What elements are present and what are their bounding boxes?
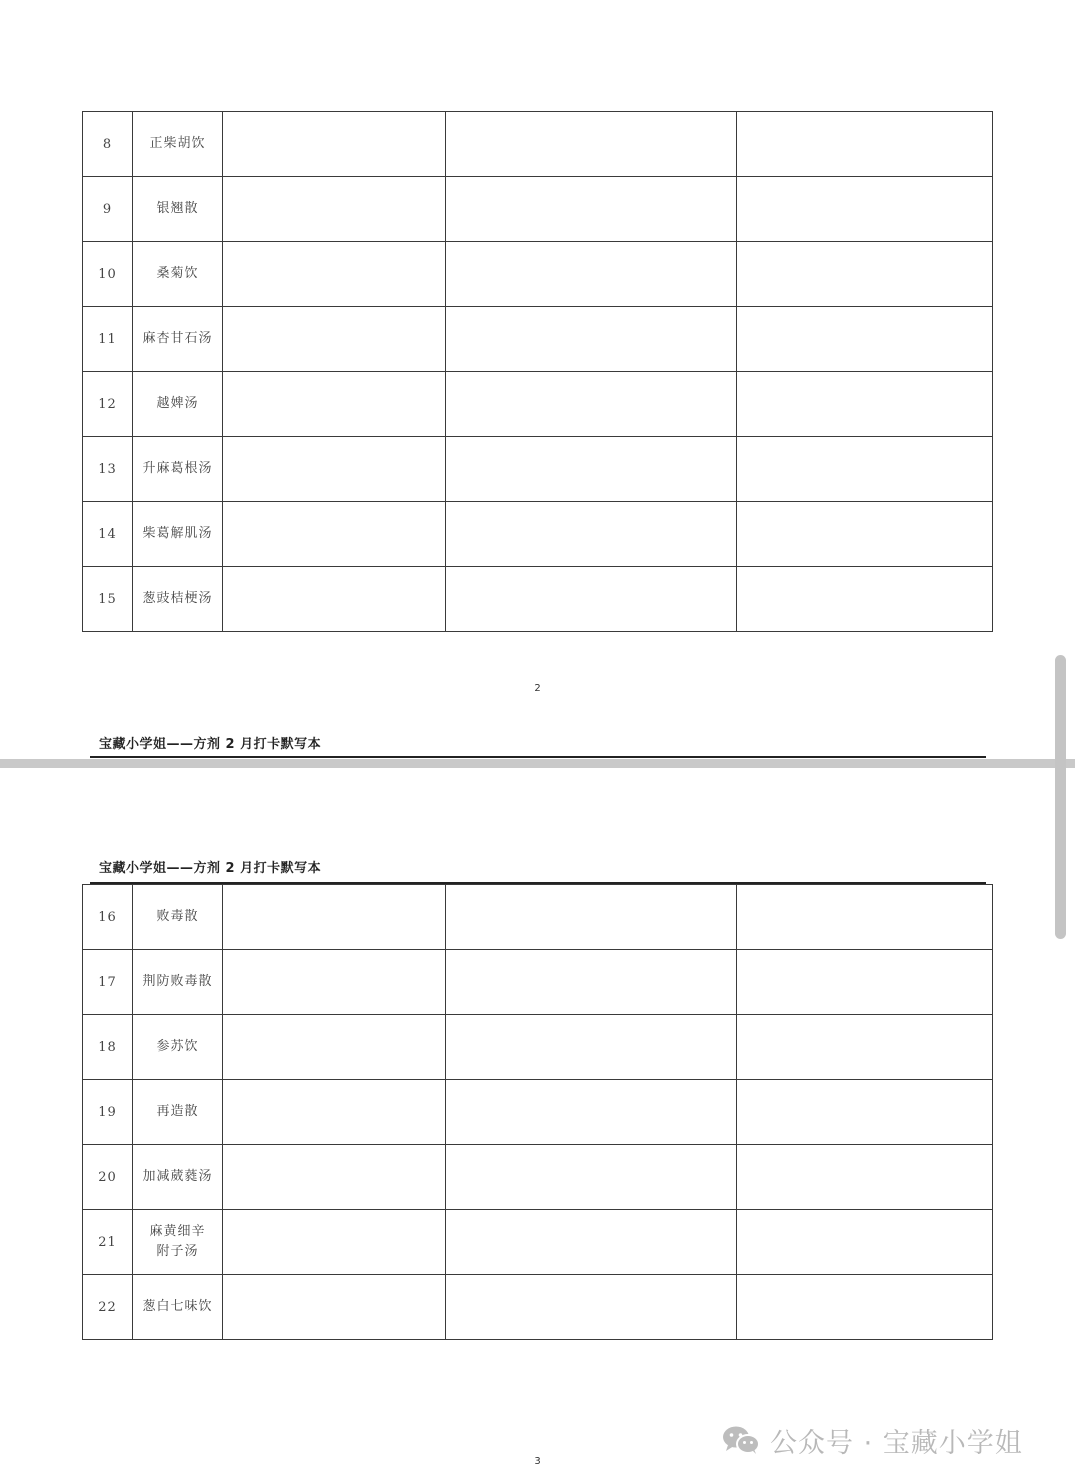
formula-name: 升麻葛根汤 bbox=[133, 437, 223, 502]
blank-cell-2 bbox=[446, 1145, 737, 1210]
table-row bbox=[83, 307, 993, 372]
blank-cell-1 bbox=[223, 242, 446, 307]
blank-cell-2 bbox=[446, 242, 737, 307]
blank-cell-3 bbox=[737, 502, 993, 567]
blank-cell-1 bbox=[223, 1080, 446, 1145]
blank-cell-2 bbox=[446, 112, 737, 177]
blank-cell-2 bbox=[446, 950, 737, 1015]
blank-cell-2 bbox=[446, 502, 737, 567]
row-number: 12 bbox=[83, 372, 133, 437]
blank-cell-3 bbox=[737, 885, 993, 950]
blank-cell-1 bbox=[223, 307, 446, 372]
blank-cell-2 bbox=[446, 307, 737, 372]
blank-cell-2 bbox=[446, 1015, 737, 1080]
blank-cell-3 bbox=[737, 1210, 993, 1275]
recitation-table-page-2 bbox=[82, 111, 993, 632]
document-page-3 bbox=[0, 768, 1075, 1481]
formula-name: 麻杏甘石汤 bbox=[133, 307, 223, 372]
table-row bbox=[83, 242, 993, 307]
blank-cell-3 bbox=[737, 567, 993, 632]
table-row bbox=[83, 567, 993, 632]
blank-cell-1 bbox=[223, 1145, 446, 1210]
blank-cell-1 bbox=[223, 502, 446, 567]
page-number: 3 bbox=[534, 1456, 541, 1467]
formula-name: 参苏饮 bbox=[133, 1015, 223, 1080]
blank-cell-1 bbox=[223, 885, 446, 950]
table-row bbox=[83, 112, 993, 177]
blank-cell-3 bbox=[737, 177, 993, 242]
blank-cell-3 bbox=[737, 112, 993, 177]
row-number: 9 bbox=[83, 177, 133, 242]
table-row bbox=[83, 950, 993, 1015]
formula-name: 越婢汤 bbox=[133, 372, 223, 437]
formula-name: 荆防败毒散 bbox=[133, 950, 223, 1015]
table-row bbox=[83, 437, 993, 502]
blank-cell-1 bbox=[223, 177, 446, 242]
page-separator bbox=[0, 759, 1075, 768]
blank-cell-3 bbox=[737, 950, 993, 1015]
vertical-scrollbar-thumb[interactable] bbox=[1055, 655, 1066, 939]
blank-cell-1 bbox=[223, 372, 446, 437]
running-header: 宝藏小学姐——方剂 2 月打卡默写本 bbox=[99, 737, 322, 752]
formula-name: 葱豉桔梗汤 bbox=[133, 567, 223, 632]
row-number: 18 bbox=[83, 1015, 133, 1080]
blank-cell-2 bbox=[446, 885, 737, 950]
blank-cell-2 bbox=[446, 1210, 737, 1275]
blank-cell-1 bbox=[223, 950, 446, 1015]
row-number: 10 bbox=[83, 242, 133, 307]
formula-name: 加减葳蕤汤 bbox=[133, 1145, 223, 1210]
row-number: 8 bbox=[83, 112, 133, 177]
recitation-table-page-3 bbox=[82, 884, 993, 1340]
row-number: 13 bbox=[83, 437, 133, 502]
watermark-text: 公众号 · 宝藏小学姐 bbox=[770, 1427, 1023, 1459]
row-number: 14 bbox=[83, 502, 133, 567]
blank-cell-1 bbox=[223, 1015, 446, 1080]
watermark bbox=[722, 1418, 1023, 1462]
table-body bbox=[83, 112, 993, 632]
row-number: 11 bbox=[83, 307, 133, 372]
blank-cell-3 bbox=[737, 437, 993, 502]
blank-cell-3 bbox=[737, 1080, 993, 1145]
blank-cell-2 bbox=[446, 567, 737, 632]
row-number: 17 bbox=[83, 950, 133, 1015]
formula-name: 柴葛解肌汤 bbox=[133, 502, 223, 567]
table-row bbox=[83, 1210, 993, 1275]
table-row bbox=[83, 1080, 993, 1145]
blank-cell-2 bbox=[446, 372, 737, 437]
header-rule bbox=[90, 756, 986, 758]
row-number: 22 bbox=[83, 1275, 133, 1340]
table-row bbox=[83, 1145, 993, 1210]
row-number: 15 bbox=[83, 567, 133, 632]
formula-name: 再造散 bbox=[133, 1080, 223, 1145]
blank-cell-3 bbox=[737, 242, 993, 307]
formula-name: 桑菊饮 bbox=[133, 242, 223, 307]
blank-cell-3 bbox=[737, 372, 993, 437]
page-number: 2 bbox=[534, 683, 541, 694]
blank-cell-2 bbox=[446, 1080, 737, 1145]
table-row bbox=[83, 885, 993, 950]
table-row bbox=[83, 502, 993, 567]
formula-name: 葱白七味饮 bbox=[133, 1275, 223, 1340]
formula-name: 败毒散 bbox=[133, 885, 223, 950]
blank-cell-2 bbox=[446, 177, 737, 242]
blank-cell-1 bbox=[223, 1210, 446, 1275]
blank-cell-1 bbox=[223, 1275, 446, 1340]
blank-cell-1 bbox=[223, 112, 446, 177]
row-number: 21 bbox=[83, 1210, 133, 1275]
table-row bbox=[83, 177, 993, 242]
formula-name: 银翘散 bbox=[133, 177, 223, 242]
row-number: 19 bbox=[83, 1080, 133, 1145]
blank-cell-3 bbox=[737, 307, 993, 372]
formula-name: 正柴胡饮 bbox=[133, 112, 223, 177]
row-number: 20 bbox=[83, 1145, 133, 1210]
blank-cell-3 bbox=[737, 1015, 993, 1080]
blank-cell-3 bbox=[737, 1275, 993, 1340]
running-header: 宝藏小学姐——方剂 2 月打卡默写本 bbox=[99, 861, 322, 876]
table-row bbox=[83, 1275, 993, 1340]
row-number: 16 bbox=[83, 885, 133, 950]
formula-name: 麻黄细辛 附子汤 bbox=[133, 1210, 223, 1275]
table-body bbox=[83, 885, 993, 1340]
blank-cell-3 bbox=[737, 1145, 993, 1210]
blank-cell-2 bbox=[446, 1275, 737, 1340]
blank-cell-1 bbox=[223, 567, 446, 632]
blank-cell-2 bbox=[446, 437, 737, 502]
table-row bbox=[83, 1015, 993, 1080]
blank-cell-1 bbox=[223, 437, 446, 502]
wechat-icon bbox=[722, 1425, 760, 1455]
table-row bbox=[83, 372, 993, 437]
